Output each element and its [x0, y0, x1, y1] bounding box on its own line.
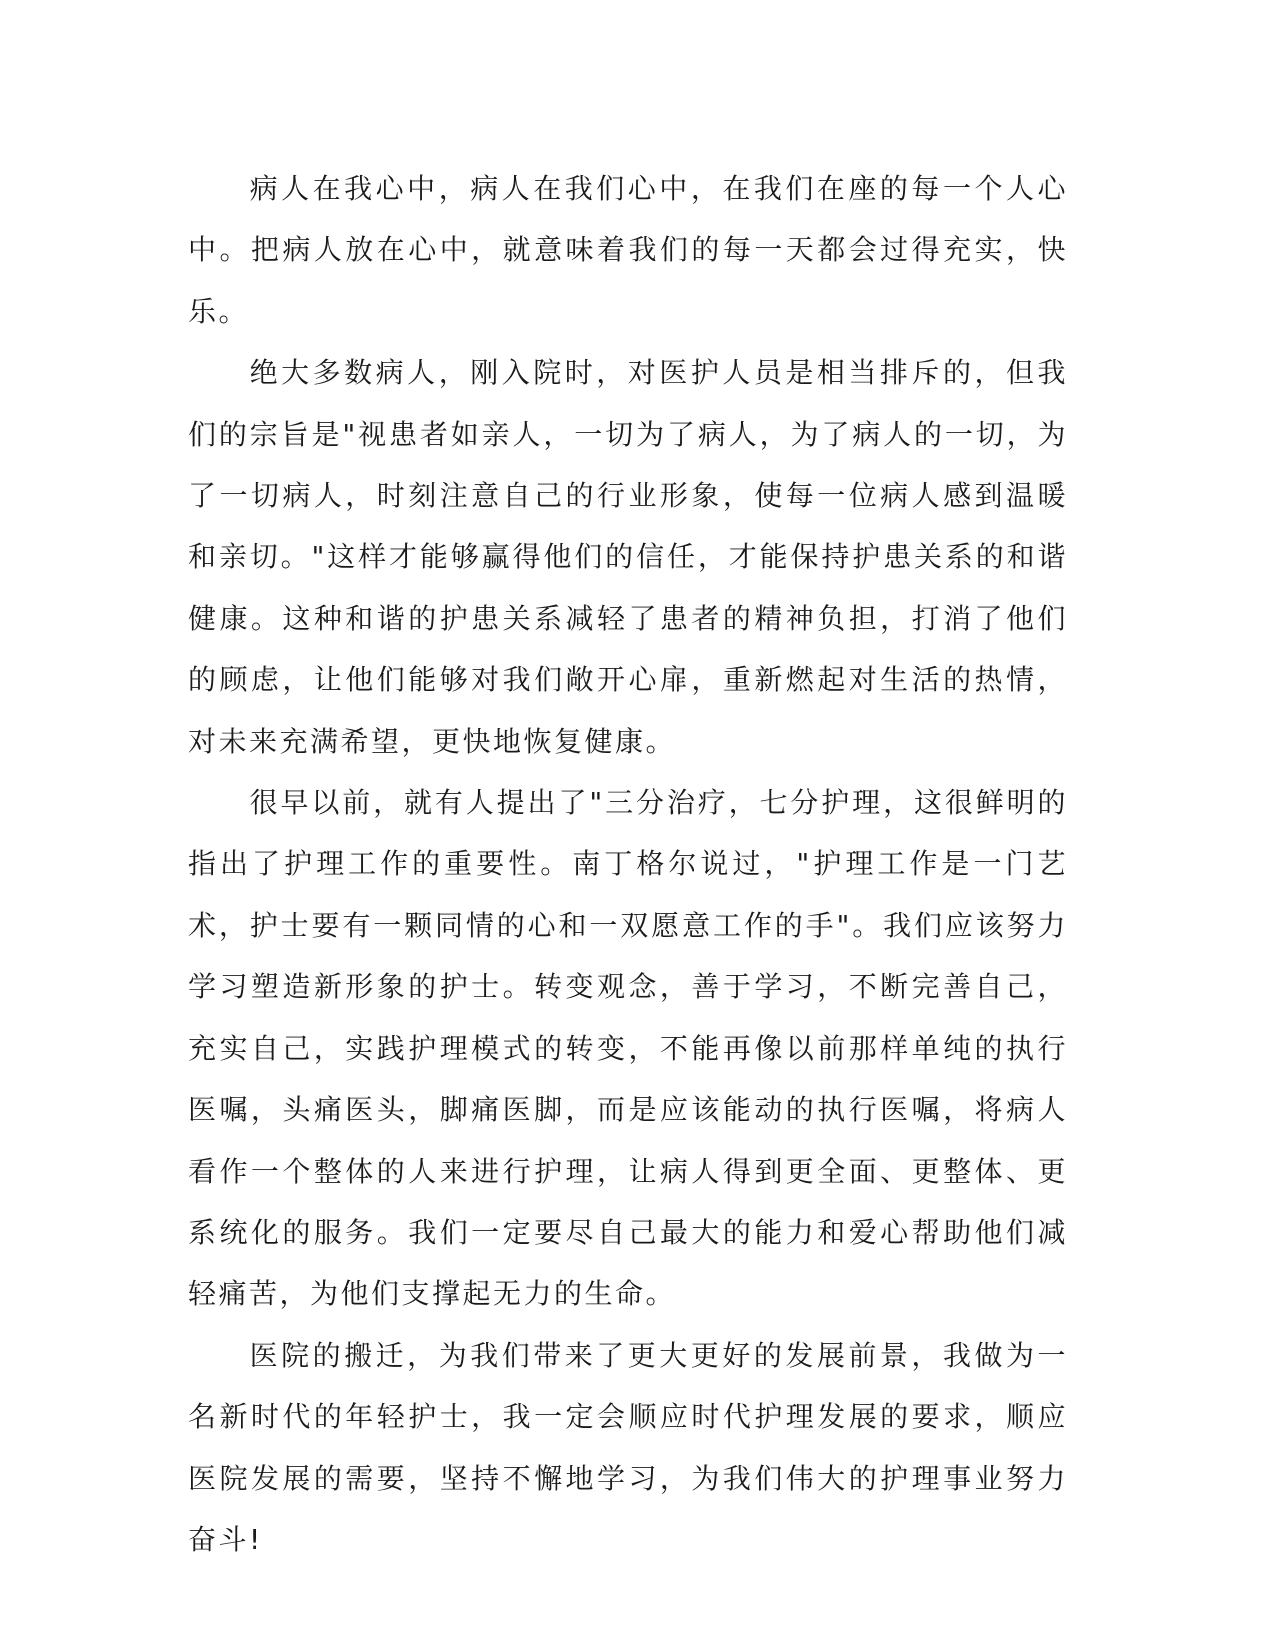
paragraph-nurse-patient-relationship: 绝大多数病人，刚入院时，对医护人员是相当排斥的，但我们的宗旨是"视患者如亲人，一切为了病人，为了病人的一切，为了一切病人，时刻注意自己的行业形象，使每一位病人感到温暖和亲切。"这样才能够赢得他们的信任，才能保持护患关系的和谐健康。这种和谐的护患关系减轻了患者的精神负担，打消了他们的顾虑，让他们能够对我们敞开心扉，重新燃起对生活的热情，对未来充满希望，更快地恢复健康。: [188, 356, 1068, 758]
paragraph-patients-in-heart: 病人在我心中，病人在我们心中，在我们在座的每一个人心中。把病人放在心中，就意味着我们的每一天都会过得充实，快乐。: [188, 172, 1068, 328]
document-body: [188, 158, 1068, 1570]
paragraph-hospital-relocation: 医院的搬迁，为我们带来了更大更好的发展前景，我做为一名新时代的年轻护士，我一定会顺应时代护理发展的要求，顺应医院发展的需要，坚持不懈地学习，为我们伟大的护理事业努力奋斗!: [188, 1338, 1068, 1556]
paragraph-importance-of-nursing: 很早以前，就有人提出了"三分治疗，七分护理，这很鲜明的指出了护理工作的重要性。南丁格尔说过，"护理工作是一门艺术，护士要有一颗同情的心和一双愿意工作的手"。我们应该努力学习塑造新形象的护士。转变观念，善于学习，不断完善自己，充实自己，实践护理模式的转变，不能再像以前那样单纯的执行医嘱，头痛医头，脚痛医脚，而是应该能动的执行医嘱，将病人看作一个整体的人来进行护理，让病人得到更全面、更整体、更系统化的服务。我们一定要尽自己最大的能力和爱心帮助他们减轻痛苦，为他们支撑起无力的生命。: [188, 786, 1068, 1311]
